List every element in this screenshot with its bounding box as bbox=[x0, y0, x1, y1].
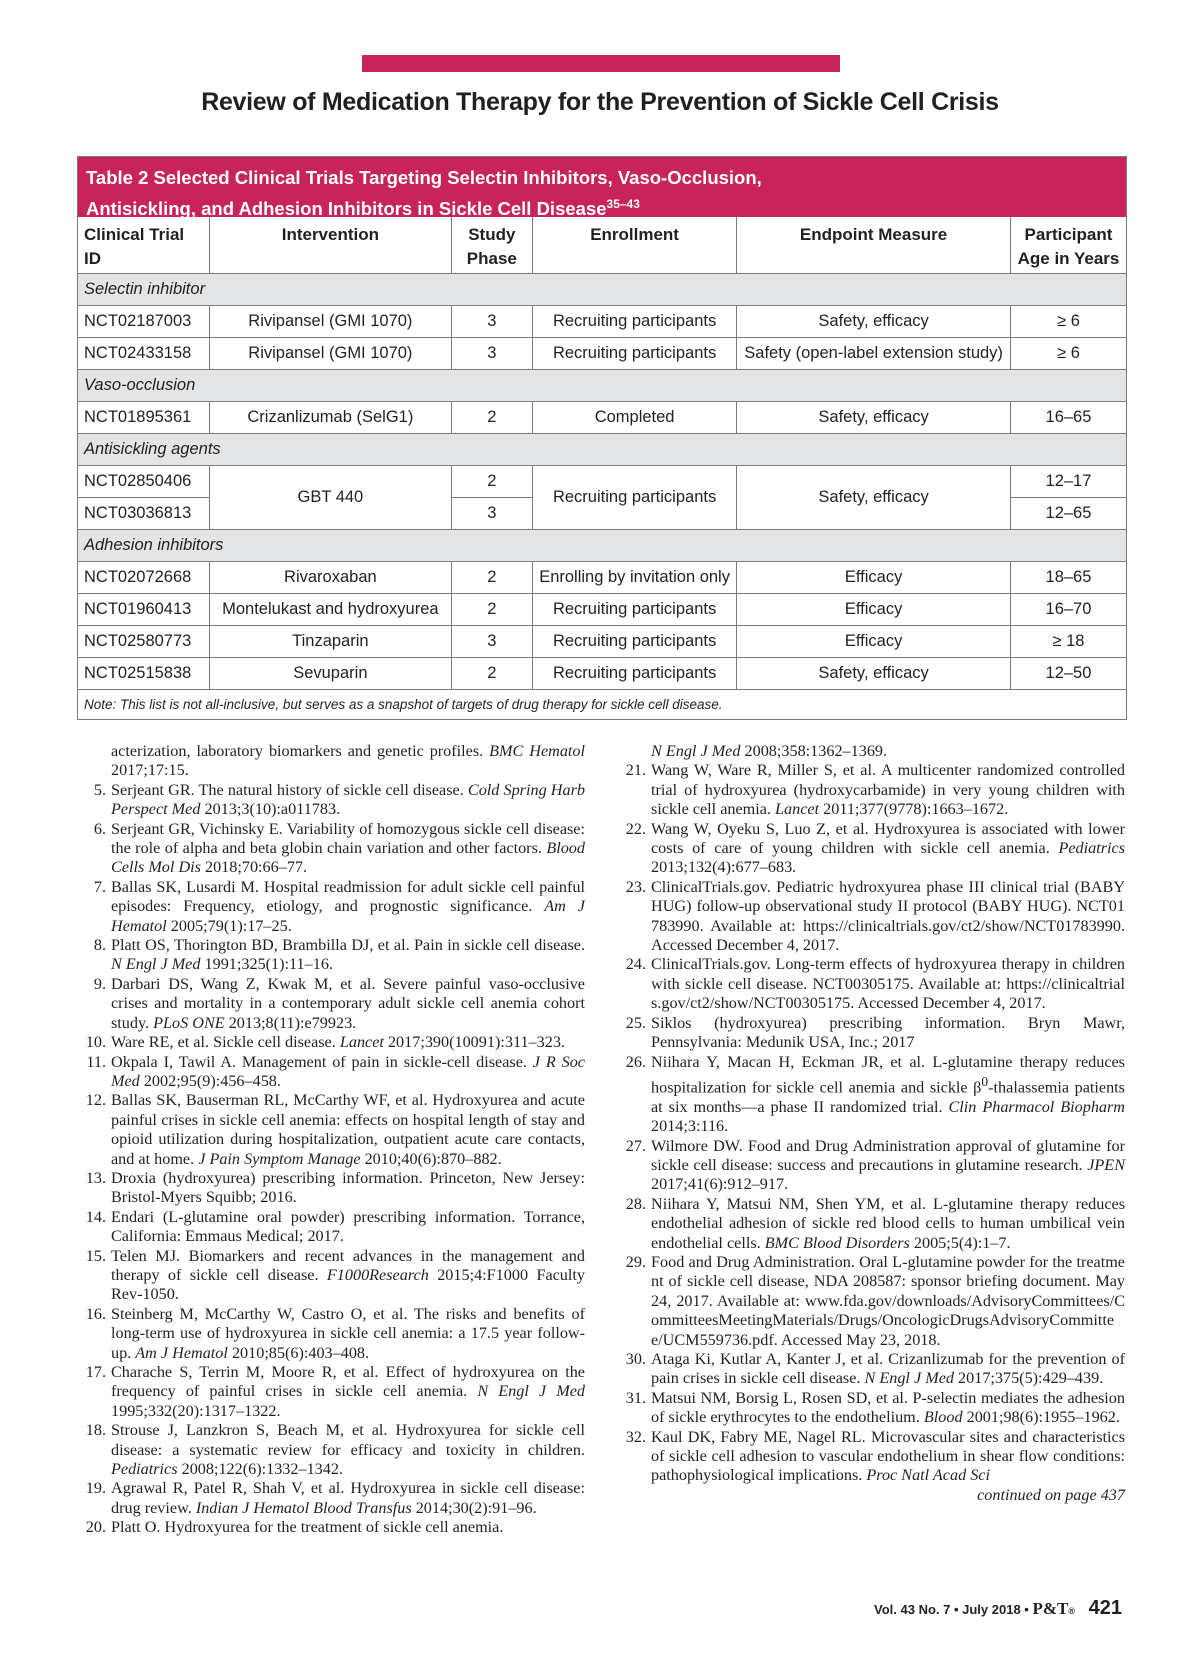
caption-line-1: Table 2 Selected Clinical Trials Targeting Selectin Inhibitors, Vaso-Occlusion, bbox=[86, 167, 762, 188]
enrollment-cell: Completed bbox=[532, 401, 736, 433]
enrollment-cell: Recruiting participants bbox=[532, 625, 736, 657]
issue-info: Vol. 43 No. 7 • July 2018 • bbox=[874, 1602, 1029, 1617]
reference-item: 22. Wang W, Oyeku S, Luo Z, et al. Hydroxyurea is associated with lower costs of care of young children with sickle cell anemia. Pediatrics 2013;132(4):677–683. bbox=[625, 819, 1125, 877]
reference-item: 27. Wilmore DW. Food and Drug Administration approval of glutamine for sickle cell disease: success and precautions in glutamine research. JPEN 2017;41(6):912–917. bbox=[625, 1136, 1125, 1194]
col-header-age: Participant Age in Years bbox=[1017, 225, 1120, 268]
phase-cell: 2 bbox=[451, 561, 532, 593]
reference-item: 14. Endari (L-glutamine oral powder) prescribing information. Torrance, California: Emmaus Medical; 2017. bbox=[85, 1207, 585, 1246]
age-cell: 18–65 bbox=[1010, 561, 1126, 593]
reference-item: 9. Darbari DS, Wang Z, Kwak M, et al. Severe painful vaso-occlusive crises and mortality in a contemporary adult sickle cell anemia cohort study. PLoS ONE 2013;8(11):e79923. bbox=[93, 974, 585, 1032]
reference-item: 21. Wang W, Ware R, Miller S, et al. A multicenter randomized controlled trial of hydroxyurea (hydroxycarbamide) in very young children with sickle cell anemia. Lancet 2011;377(9778):1663–1672. bbox=[625, 761, 1125, 819]
col-header-id: Clinical Trial ID bbox=[78, 217, 210, 273]
age-cell: ≥ 18 bbox=[1010, 625, 1126, 657]
enrollment-cell: Enrolling by invitation only bbox=[532, 561, 736, 593]
col-header-endpoint: Endpoint Measure bbox=[737, 217, 1011, 273]
group-row: Adhesion inhibitors bbox=[78, 529, 1126, 561]
reference-item: 16. Steinberg M, McCarthy W, Castro O, et al. The risks and benefits of long-term use of hydroxyurea in sickle cell anemia: a 17.5 year follow-up. Am J Hematol 2010;85(6):403–408. bbox=[85, 1304, 585, 1362]
reference-item: 11. Okpala I, Tawil A. Management of pain in sickle-cell disease. J R Soc Med 2002;95(9):456–458. bbox=[86, 1052, 585, 1090]
reference-item: 7. Ballas SK, Lusardi M. Hospital readmission for adult sickle cell painful episodes: Frequency, etiology, and prognostic significance. Am J Hematol 2005;79(1):17–25. bbox=[93, 877, 585, 935]
age-cell: ≥ 6 bbox=[1010, 305, 1126, 337]
reference-item: 28. Niihara Y, Matsui NM, Shen YM, et al. L-glutamine therapy reduces endothelial adhesion of sickle red blood cells to human umbilical vein endothelial cells. BMC Blood Disorders 2005;5(4):1–7. bbox=[625, 1194, 1125, 1252]
reference-item: 18. Strouse J, Lanzkron S, Beach M, et al. Hydroxyurea for sickle cell disease: a systematic review for efficacy and toxicity in children. Pediatrics 2008;122(6):1332–1342. bbox=[85, 1421, 585, 1479]
phase-cell: 3 bbox=[451, 305, 532, 337]
intervention-cell: Rivaroxaban bbox=[210, 561, 452, 593]
endpoint-cell: Safety, efficacy bbox=[737, 305, 1011, 337]
trial-id: NCT02515838 bbox=[78, 657, 210, 689]
age-cell: 16–65 bbox=[1010, 401, 1126, 433]
reference-item: 26. Niihara Y, Macan H, Eckman JR, et al. L-glutamine therapy reduces hospitalization for sickle cell anemia and sickle $\beta^0$-thalassemia patients at six months—a phase II randomized trial. Clin Pharmacol Biopharm 2014;3:116. bbox=[625, 1052, 1125, 1136]
reference-item: 8. Platt OS, Thorington BD, Brambilla DJ, et al. Pain in sickle cell disease. N Engl J Med 1991;325(1):11–16. bbox=[93, 936, 585, 974]
reference-item: 19. Agrawal R, Patel R, Shah V, et al. Hydroxyurea in sickle cell disease: drug review. Indian J Hematol Blood Transfus 2014;30(2):91–96. bbox=[85, 1479, 585, 1517]
phase-cell: 2 bbox=[451, 593, 532, 625]
references-left-column bbox=[72, 742, 585, 1538]
trial-id: NCT01895361 bbox=[78, 401, 210, 433]
reference-item: 31. Matsui NM, Borsig L, Rosen SD, et al. P-selectin mediates the adhesion of sickle erythrocytes to the endothelium. Blood 2001;98(6):1955–1962. bbox=[625, 1388, 1125, 1427]
caption-line-2: Antisickling, and Adhesion Inhibitors in Sickle Cell Disease bbox=[86, 198, 607, 220]
group-row: Vaso-occlusion bbox=[78, 369, 1126, 401]
page-title: Review of Medication Therapy for the Prevention of Sickle Cell Crisis bbox=[201, 88, 999, 116]
intervention-cell: GBT 440 bbox=[210, 465, 452, 529]
phase-cell: 2 bbox=[451, 465, 532, 497]
phase-cell: 3 bbox=[451, 497, 532, 529]
caption-ref-sup: 35–43 bbox=[606, 197, 640, 211]
endpoint-cell: Safety, efficacy bbox=[737, 465, 1011, 529]
age-cell: ≥ 6 bbox=[1010, 337, 1126, 369]
phase-cell: 3 bbox=[451, 625, 532, 657]
enrollment-cell: Recruiting participants bbox=[532, 465, 736, 529]
col-header-enrollment: Enrollment bbox=[532, 217, 736, 273]
reference-item: 15. Telen MJ. Biomarkers and recent advances in the management and therapy of sickle cell disease. F1000Research 2015;4:F1000 Faculty Rev-1050. bbox=[85, 1246, 585, 1304]
endpoint-cell: Safety, efficacy bbox=[737, 657, 1011, 689]
reference-item: 30. Ataga Ki, Kutlar A, Kanter J, et al. Crizanlizumab for the prevention of pain crises in sickle cell disease. N Engl J Med 2017;375(5):429–439. bbox=[625, 1349, 1125, 1388]
table-row bbox=[78, 593, 1126, 625]
enrollment-cell: Recruiting participants bbox=[532, 593, 736, 625]
intervention-cell: Rivipansel (GMI 1070) bbox=[210, 305, 452, 337]
reference-item: 5. Serjeant GR. The natural history of sickle cell disease. Cold Spring Harb Perspect Med 2013;3(10):a011783. bbox=[93, 780, 585, 819]
trial-id: NCT02580773 bbox=[78, 625, 210, 657]
trial-id: NCT03036813 bbox=[78, 497, 210, 529]
enrollment-cell: Recruiting participants bbox=[532, 337, 736, 369]
table-caption bbox=[78, 157, 1126, 220]
page-number: 421 bbox=[1088, 1597, 1122, 1619]
group-row: Selectin inhibitor bbox=[78, 273, 1126, 305]
reference-item: 17. Charache S, Terrin M, Moore R, et al. Effect of hydroxyurea on the frequency of painful crises in sickle cell anemia. N Engl J Med 1995;332(20):1317–1322. bbox=[85, 1363, 585, 1420]
table-note-row bbox=[78, 689, 1126, 719]
table-row bbox=[78, 561, 1126, 593]
table-row bbox=[78, 625, 1126, 657]
intervention-cell: Rivipansel (GMI 1070) bbox=[210, 337, 452, 369]
reference-item: N Engl J Med 2008;358:1362–1369. bbox=[651, 742, 888, 760]
endpoint-cell: Efficacy bbox=[737, 593, 1011, 625]
phase-cell: 2 bbox=[451, 401, 532, 433]
phase-cell: 3 bbox=[451, 337, 532, 369]
header-row bbox=[78, 217, 1126, 273]
reference-item: 23. ClinicalTrials.gov. Pediatric hydroxyurea phase III clinical trial (BABY HUG) follow-up observational study II protocol (BABY HUG). NCT01783990. Available at: https://clinicaltrials.gov/ct2/show/NCT01783990. Accessed December 4, 2017. bbox=[625, 877, 1125, 955]
clinical-trials-table bbox=[77, 156, 1127, 720]
age-cell: 12–65 bbox=[1010, 497, 1126, 529]
col-header-intervention: Intervention bbox=[210, 217, 452, 273]
reference-item: 12. Ballas SK, Bauserman RL, McCarthy WF, et al. Hydroxyurea and acute painful crises in sickle cell anemia: effects on hospital length of stay and opioid utilization during hospitalization, outpatient acute care contacts, and at home. J Pain Symptom Manage 2010;40(6):870–882. bbox=[85, 1091, 585, 1168]
age-cell: 12–17 bbox=[1010, 465, 1126, 497]
table-note: Note: This list is not all-inclusive, but serves as a snapshot of targets of drug therapy for sickle cell disease. bbox=[78, 689, 1126, 719]
registered-mark: ® bbox=[1068, 1606, 1075, 1616]
phase-cell: 2 bbox=[451, 657, 532, 689]
endpoint-cell: Safety, efficacy bbox=[737, 401, 1011, 433]
table-row bbox=[78, 401, 1126, 433]
enrollment-cell: Recruiting participants bbox=[532, 305, 736, 337]
trials-grid bbox=[78, 217, 1126, 719]
trial-id: NCT02187003 bbox=[78, 305, 210, 337]
header-accent-bar bbox=[362, 55, 840, 72]
trial-id: NCT02072668 bbox=[78, 561, 210, 593]
reference-item: 32. Kaul DK, Fabry ME, Nagel RL. Microvascular sites and characteristics of sickle cell adhesion to vascular endothelium in shear flow conditions: pathophysiological implications. Proc Natl Acad Sci bbox=[625, 1427, 1125, 1485]
table-row bbox=[78, 465, 1126, 497]
reference-item: 29. Food and Drug Administration. Oral L-glutamine powder for the treatment of sickle cell disease, NDA 208587: sponsor briefing document. May 24, 2017. Available at: www.fda.gov/downloads/AdvisoryCommittees/CommitteesMeetingMaterials/Drugs/OncologicDrugsAdvisoryCommittee/UCM559736.pdf. Accessed May 23, 2018. bbox=[625, 1252, 1125, 1349]
intervention-cell: Crizanlizumab (SelG1) bbox=[210, 401, 452, 433]
col-header-phase: Study Phase bbox=[451, 217, 532, 273]
intervention-cell: Montelukast and hydroxyurea bbox=[210, 593, 452, 625]
endpoint-cell: Safety (open-label extension study) bbox=[737, 337, 1011, 369]
table-row bbox=[78, 337, 1126, 369]
reference-item: 25. Siklos (hydroxyurea) prescribing information. Bryn Mawr, Pennsylvania: Medunik USA, Inc.; 2017 bbox=[625, 1013, 1125, 1052]
reference-item: acterization, laboratory biomarkers and genetic profiles. BMC Hematol 2017;17:15. bbox=[111, 742, 585, 780]
reference-item: 13. Droxia (hydroxyurea) prescribing information. Princeton, New Jersey: Bristol-Myers Squibb; 2016. bbox=[85, 1168, 585, 1207]
intervention-cell: Sevuparin bbox=[210, 657, 452, 689]
endpoint-cell: Efficacy bbox=[737, 625, 1011, 657]
reference-item: 6. Serjeant GR, Vichinsky E. Variability of homozygous sickle cell disease: the role of alpha and beta globin chain variation and other factors. Blood Cells Mol Dis 2018;70:66–77. bbox=[93, 819, 585, 877]
table-row bbox=[78, 305, 1126, 337]
journal-logo: P&T bbox=[1032, 1599, 1069, 1618]
trial-id: NCT01960413 bbox=[78, 593, 210, 625]
trial-id: NCT02433158 bbox=[78, 337, 210, 369]
reference-item: 10. Ware RE, et al. Sickle cell disease. Lancet 2017;390(10091):311–323. bbox=[85, 1033, 565, 1052]
page-footer bbox=[0, 1597, 1122, 1620]
references-right-column bbox=[612, 742, 1125, 1505]
group-row: Antisickling agents bbox=[78, 433, 1126, 465]
trial-id: NCT02850406 bbox=[78, 465, 210, 497]
enrollment-cell: Recruiting participants bbox=[532, 657, 736, 689]
age-cell: 12–50 bbox=[1010, 657, 1126, 689]
reference-item: 24. ClinicalTrials.gov. Long-term effects of hydroxyurea therapy in children with sickle cell disease. NCT00305175. Available at: https://clinicaltrials.gov/ct2/show/NCT00305175. Accessed December 4, 2017. bbox=[625, 955, 1125, 1013]
intervention-cell: Tinzaparin bbox=[210, 625, 452, 657]
continued-note: continued on page 437 bbox=[977, 1485, 1125, 1504]
age-cell: 16–70 bbox=[1010, 593, 1126, 625]
table-row bbox=[78, 657, 1126, 689]
endpoint-cell: Efficacy bbox=[737, 561, 1011, 593]
reference-item: 20. Platt O. Hydroxyurea for the treatment of sickle cell anemia. bbox=[85, 1518, 504, 1537]
